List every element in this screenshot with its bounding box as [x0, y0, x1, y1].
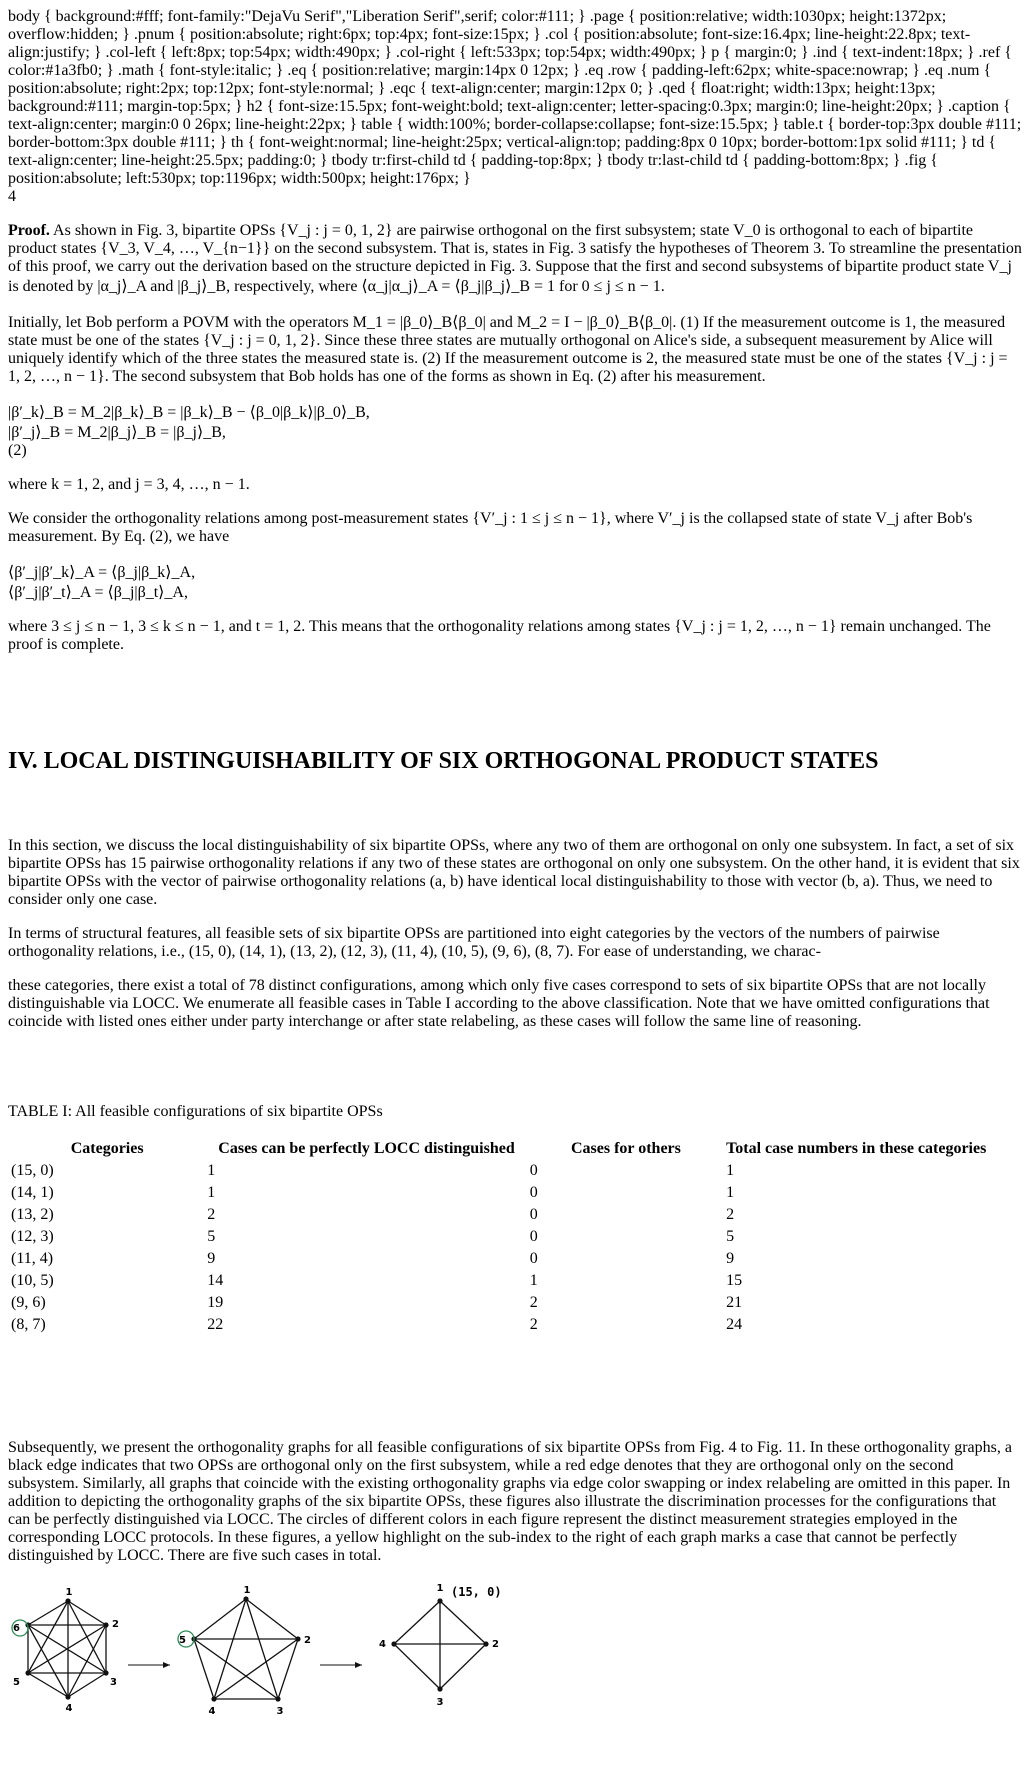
graph-vertex — [25, 1670, 30, 1675]
graph-edge — [194, 1639, 214, 1699]
table-row — [10, 1249, 987, 1269]
table-cell: 0 — [529, 1205, 538, 1223]
graph-vertex — [65, 1598, 70, 1603]
table-cell: 5 — [726, 1227, 735, 1245]
eq3-line-1: ⟨β′_j|β′_k⟩_A = ⟨β_j|β_k⟩_A, — [8, 564, 196, 581]
categories-paragraph: these categories, there exist a total of 78 distinct configurations, among which only five cases correspond to sets of six bipartite OPSs that are not locally distinguishable via LOCC. We enumerate all feasible cases in Table I according to the above classification. Note that we have omitted configurations that coincide with listed ones either under party interchange or after state relabeling, as these cases will follow the same line of reasoning. — [8, 976, 990, 1030]
table-cell: 0 — [529, 1161, 538, 1179]
table-cell: 21 — [726, 1293, 743, 1311]
graph-vertex — [65, 1694, 70, 1699]
right-column — [8, 977, 1022, 1565]
paper-page — [8, 188, 1022, 1757]
eq2-number: (2) — [8, 442, 27, 459]
section-heading: IV. LOCAL DISTINGUISHABILITY OF SIX ORTHOGONAL PRODUCT STATES — [8, 747, 879, 774]
povm-paragraph: Initially, let Bob perform a POVM with the operators M_1 = |β_0⟩_B⟨β_0| and M_2 = I − |β_0⟩_B⟨β_0|. (1) If the measurement outcome is 1, the measured state must be one of the states {V_j : j = 0, 1, 2}. Since these three states are mutually orthogonal on Alice's side, a subsequent measurement by Alice will uniquely identify which of the three states the measured state is. (2) If the measurement outcome is 2, the measured state must be one of the states {V_j : j = 1, 2, …, n − 1}. The second subsystem that Bob holds has one of the forms as shown in Eq. (2) after his measurement. — [8, 314, 1008, 385]
table-row — [10, 1315, 987, 1335]
proof-paragraph — [8, 222, 1022, 296]
table-cell: (9, 6) — [11, 1293, 46, 1311]
table-cell: 2 — [726, 1205, 735, 1223]
conclusion-text: where 3 ≤ j ≤ n − 1, 3 ≤ k ≤ n − 1, and t = 1, 2. This means that the orthogonality relations among states {V_j : j = 1, 2, …, n − 1} remain unchanged. The proof is complete. — [8, 618, 991, 653]
table-cell: 9 — [726, 1249, 735, 1267]
configurations-table — [8, 1137, 989, 1337]
orthogonality-graph-figure — [8, 1581, 1022, 1757]
vertex-label: 4 — [208, 1705, 216, 1717]
vertex-label: 4 — [379, 1638, 386, 1650]
table-cell: (11, 4) — [11, 1249, 54, 1267]
vertex-label: 3 — [276, 1705, 284, 1717]
table-cell: 9 — [207, 1249, 216, 1267]
vertex-label: 1 — [243, 1584, 251, 1596]
graph-vertex — [391, 1641, 396, 1646]
vertex-label: 5 — [179, 1634, 186, 1646]
vertex-label: 4 — [65, 1702, 73, 1714]
table-cell: (12, 3) — [11, 1227, 54, 1245]
figure-svg — [8, 1581, 508, 1757]
vertex-label: 2 — [112, 1618, 119, 1630]
graph-edge — [214, 1599, 246, 1699]
table-cell: (14, 1) — [11, 1183, 54, 1201]
table-cell: 1 — [207, 1161, 216, 1179]
table-header-cell: Cases for others — [570, 1139, 681, 1157]
graph-vertex — [275, 1696, 280, 1701]
table-cell: 1 — [207, 1183, 216, 1201]
graph-vertex — [483, 1641, 488, 1646]
graph-vertex — [211, 1696, 216, 1701]
table-cell: 15 — [726, 1271, 743, 1289]
vertex-label: 5 — [13, 1676, 20, 1688]
graph-edge — [194, 1639, 278, 1699]
vertex-label: 1 — [436, 1582, 444, 1594]
table-row — [10, 1205, 987, 1225]
section-paragraph-1: In this section, we discuss the local distinguishability of six bipartite OPSs, where any two of them are orthogonal on only one subsystem. In fact, a set of six bipartite OPSs has 15 pairwise orthogonality relations if any two of these states are orthogonal on only one subsystem. On the other hand, it is evident that six bipartite OPSs with the vector of pairwise orthogonality relations (a, b) have identical local distinguishability to those with vector (b, a). Thus, we need to consider only one case. — [8, 836, 1020, 908]
table-cell: (10, 5) — [11, 1271, 54, 1289]
table-row — [10, 1293, 987, 1313]
eq3-line-2: ⟨β′_j|β′_t⟩_A = ⟨β_j|β_t⟩_A, — [8, 584, 188, 601]
vertex-label: 6 — [13, 1622, 20, 1634]
table-cell: 0 — [529, 1183, 538, 1201]
graph-edge — [194, 1599, 246, 1639]
vertex-label: 1 — [65, 1586, 73, 1598]
graph-edge — [394, 1601, 440, 1644]
table-row — [10, 1227, 987, 1247]
equation-2 — [8, 402, 1022, 460]
table-cell: (8, 7) — [11, 1315, 46, 1333]
graph-edge — [214, 1639, 298, 1699]
table-cell: 2 — [529, 1315, 538, 1333]
eq2-line-1: |β′_k⟩_B = M_2|β_k⟩_B = |β_k⟩_B − ⟨β_0|β_k⟩|β_0⟩_B, — [8, 404, 370, 421]
table-cell: 1 — [726, 1183, 735, 1201]
table-caption: TABLE I: All feasible configurations of six bipartite OPSs — [8, 1102, 383, 1120]
proof-text: As shown in Fig. 3, bipartite OPSs {V_j : j = 0, 1, 2} are pairwise orthogonal on the first subsystem; state V_0 is orthogonal to each of bipartite product states {V_3, V_4, …, V_{n−1}} on the second subsystem. That is, states in Fig. 3 satisfy the hypotheses of Theorem 3. To streamline the presentation of this proof, we carry out the derivation based on the structure depicted in Fig. 3. Suppose that the first and second subsystems of bipartite product state V_j is denoted by |α_j⟩_A and |β_j⟩_B, respectively, where ⟨α_j|α_j⟩_A = ⟨β_j|β_j⟩_B = 1 for 0 ≤ j ≤ n − 1. — [8, 222, 1022, 295]
proof-label: Proof. — [8, 222, 50, 239]
graph-edge — [278, 1639, 298, 1699]
table-row — [10, 1161, 987, 1181]
conclusion-paragraph — [8, 618, 1022, 654]
table-cell: 2 — [207, 1205, 216, 1223]
equation-3 — [8, 562, 1022, 602]
graph-vertex — [437, 1598, 442, 1603]
table-cell: 1 — [726, 1161, 735, 1179]
table-cell: 14 — [207, 1271, 224, 1289]
table-cell: 5 — [207, 1227, 216, 1245]
sub-index-label: (15, 0) — [451, 1584, 502, 1599]
table-cell: 0 — [529, 1249, 538, 1267]
table-header-cell: Cases can be perfectly LOCC distinguished — [218, 1139, 515, 1157]
table-cell: 1 — [529, 1271, 538, 1289]
section-paragraph-2: In terms of structural features, all feasible sets of six bipartite OPSs are partitioned into eight categories by the vectors of the numbers of pairwise orthogonality relations, i.e., (15, 0), (14, 1), (13, 2), (12, 3), (11, 4), (10, 5), (9, 6), (8, 7). For ease of understanding, we charac- — [8, 924, 940, 960]
vertex-label: 3 — [110, 1676, 117, 1688]
table-header-cell: Categories — [70, 1139, 144, 1157]
left-column — [8, 222, 1022, 961]
table-cell: 0 — [529, 1227, 538, 1245]
graphs-paragraph: Subsequently, we present the orthogonality graphs for all feasible configurations of six bipartite OPSs from Fig. 4 to Fig. 11. In these orthogonality graphs, a black edge indicates that two OPSs are orthogonal only on the first subsystem, while a red edge denotes that they are orthogonal only on the second subsystem. Similarly, all graphs that coincide with the existing orthogonality graphs via edge color swapping or index relabeling are omitted in this paper. In addition to depicting the orthogonality graphs of the six bipartite OPSs, these figures also illustrate the discrimination processes for the configurations that can be perfectly distinguished via LOCC. The circles of different colors in each figure represent the distinct measurement strategies employed in the corresponding LOCC protocols. In these figures, a yellow highlight on the sub-index to the right of each graph marks a case that cannot be perfectly distinguished by LOCC. There are five such cases in total. — [8, 1438, 1012, 1564]
graph-edge — [440, 1644, 486, 1689]
graph-vertex — [437, 1686, 442, 1691]
table-cell: 19 — [207, 1293, 224, 1311]
vertex-label: 3 — [436, 1696, 444, 1708]
table-cell: 24 — [726, 1315, 743, 1333]
table-cell: (13, 2) — [11, 1205, 54, 1223]
graph-vertex — [243, 1596, 248, 1601]
graph-vertex — [103, 1622, 108, 1627]
arrow-head-icon — [355, 1662, 362, 1668]
page-number: 4 — [8, 188, 16, 205]
table-row — [10, 1183, 987, 1203]
graph-vertex — [295, 1636, 300, 1641]
vertex-label: 2 — [492, 1638, 499, 1650]
arrow-head-icon — [163, 1662, 170, 1668]
graph-edge — [394, 1644, 440, 1689]
graph-edge — [440, 1601, 486, 1644]
table-header-cell: Total case numbers in these categories — [726, 1139, 987, 1157]
table-row — [10, 1271, 987, 1291]
vertex-label: 2 — [304, 1634, 311, 1646]
eq2-line-2: |β′_j⟩_B = M_2|β_j⟩_B = |β_j⟩_B, — [8, 424, 226, 441]
graph-edge — [246, 1599, 278, 1699]
where-paragraph: where k = 1, 2, and j = 3, 4, …, n − 1. — [8, 476, 250, 493]
graph-vertex — [103, 1670, 108, 1675]
table-cell: 22 — [207, 1315, 224, 1333]
orthogonality-paragraph: We consider the orthogonality relations among post-measurement states {V′_j : 1 ≤ j ≤ n − 1}, where V′_j is the collapsed state of state V_j after Bob's measurement. By Eq. (2), we have — [8, 510, 973, 545]
table-cell: (15, 0) — [11, 1161, 54, 1179]
table-cell: 2 — [529, 1293, 538, 1311]
graph-edge — [246, 1599, 298, 1639]
table-header-row — [10, 1139, 987, 1159]
